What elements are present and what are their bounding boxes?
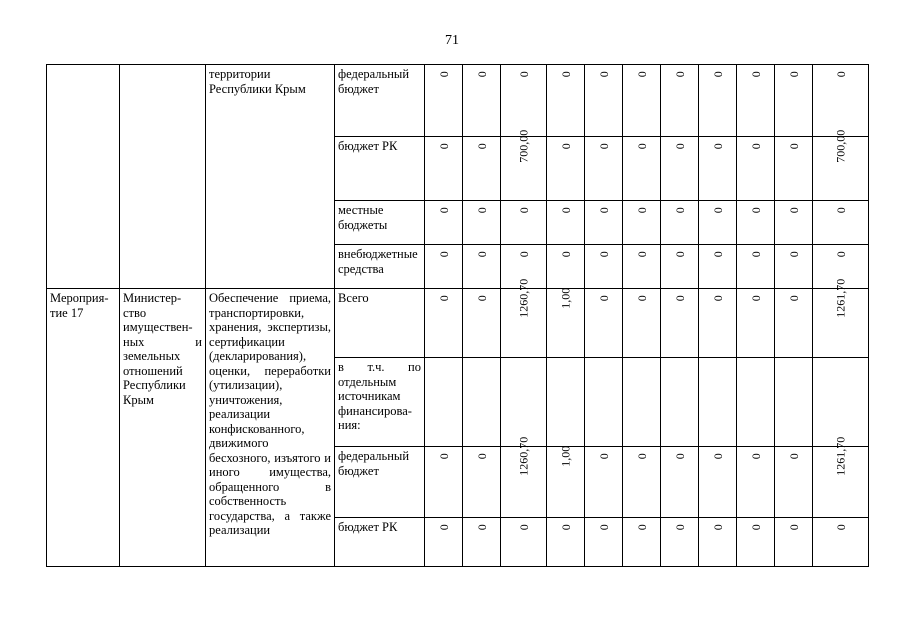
value-text: 0	[474, 453, 489, 460]
value-text: 0	[833, 71, 848, 78]
value-cell	[425, 358, 463, 447]
value-cell	[775, 65, 813, 137]
value-text: 0	[786, 143, 801, 150]
value-cell	[501, 518, 547, 567]
value-cell	[501, 278, 547, 358]
value-text: 0	[748, 295, 763, 302]
description-cell: Обеспечение приема, транспортировки, хранения, экспертизы, сертификации (декларирования), оценки, переработки (утилизации), уничтожения, реализации конфискованного, движимого бесхозного, изъятого и иного имущества, обращенного в собственность государства, а также реализации	[206, 289, 335, 567]
value-text: 0	[634, 143, 649, 150]
value-cell	[623, 447, 661, 518]
value-cell	[737, 289, 775, 358]
value-cell	[585, 358, 623, 447]
value-text: 0	[786, 207, 801, 214]
value-cell	[775, 447, 813, 518]
value-text: 0	[596, 453, 611, 460]
funding-source-cell: бюджет РК	[335, 518, 425, 567]
value-text: 0	[436, 207, 451, 214]
value-text: 0	[596, 295, 611, 302]
funding-source-cell: местные бюджеты	[335, 201, 425, 245]
table-row	[47, 289, 869, 358]
value-cell	[813, 436, 869, 518]
value-cell	[501, 358, 547, 447]
value-cell	[425, 289, 463, 358]
value-text: 0	[474, 524, 489, 531]
value-text: 0	[474, 295, 489, 302]
value-text: 0	[833, 524, 848, 531]
funding-source-cell: федеральный бюджет	[335, 447, 425, 518]
value-cell	[425, 65, 463, 137]
value-cell	[547, 245, 585, 289]
value-cell	[463, 289, 501, 358]
value-text: 1260,70	[516, 278, 531, 318]
value-cell	[425, 137, 463, 201]
value-text: 700,00	[516, 129, 531, 163]
value-text: 0	[516, 251, 531, 258]
value-cell	[585, 245, 623, 289]
value-cell	[737, 65, 775, 137]
value-text: 0	[634, 295, 649, 302]
value-cell	[501, 201, 547, 245]
value-text: 0	[436, 71, 451, 78]
value-text: 0	[436, 453, 451, 460]
value-cell	[813, 129, 869, 201]
value-text: 0	[596, 71, 611, 78]
value-cell	[547, 289, 585, 358]
value-cell	[661, 518, 699, 567]
value-text: 0	[516, 207, 531, 214]
value-cell	[775, 289, 813, 358]
executor-cell: Министер-ство имуществен-ных и земельных отношений Республики Крым	[120, 289, 206, 567]
value-cell	[661, 65, 699, 137]
value-text: 0	[833, 251, 848, 258]
value-text: 0	[748, 143, 763, 150]
value-text: 0	[474, 207, 489, 214]
value-cell	[547, 447, 585, 518]
value-text: 0	[786, 251, 801, 258]
value-cell	[463, 201, 501, 245]
value-text: 0	[672, 143, 687, 150]
value-cell	[699, 518, 737, 567]
value-cell	[463, 358, 501, 447]
value-text: 1260,70	[516, 436, 531, 476]
value-cell	[463, 137, 501, 201]
value-cell	[547, 518, 585, 567]
value-cell	[775, 201, 813, 245]
value-text: 0	[672, 524, 687, 531]
value-cell	[661, 358, 699, 447]
value-cell	[623, 289, 661, 358]
value-text: 0	[558, 524, 573, 531]
value-text: 0	[672, 295, 687, 302]
value-text: 0	[516, 524, 531, 531]
value-text: 0	[710, 524, 725, 531]
value-cell	[661, 201, 699, 245]
event-name-cell: Мероприя-тие 17	[47, 289, 120, 567]
value-cell	[699, 289, 737, 358]
value-text: 1261,70	[833, 436, 848, 476]
funding-source-cell: Всего	[335, 289, 425, 358]
value-text: 0	[833, 207, 848, 214]
value-text: 0	[710, 143, 725, 150]
value-cell	[623, 358, 661, 447]
value-cell	[813, 278, 869, 358]
value-text: 1,00	[558, 445, 573, 467]
value-text: 0	[436, 143, 451, 150]
value-cell	[661, 245, 699, 289]
value-text: 0	[634, 524, 649, 531]
value-text: 0	[710, 453, 725, 460]
value-text: 0	[634, 251, 649, 258]
value-text: 0	[748, 207, 763, 214]
value-text: 0	[710, 295, 725, 302]
value-cell	[425, 447, 463, 518]
value-text: 0	[786, 71, 801, 78]
value-text: 0	[596, 143, 611, 150]
value-cell	[775, 518, 813, 567]
value-cell	[547, 65, 585, 137]
value-cell	[623, 65, 661, 137]
value-cell	[699, 245, 737, 289]
value-cell	[813, 201, 869, 245]
value-cell	[661, 447, 699, 518]
value-cell	[547, 358, 585, 447]
value-cell	[737, 358, 775, 447]
value-text: 0	[672, 207, 687, 214]
value-cell	[813, 358, 869, 447]
value-text: 0	[748, 251, 763, 258]
value-text: 0	[474, 71, 489, 78]
value-cell	[813, 518, 869, 567]
value-cell	[699, 65, 737, 137]
value-text: 0	[710, 71, 725, 78]
value-cell	[661, 289, 699, 358]
value-text: 0	[474, 251, 489, 258]
value-text: 0	[436, 251, 451, 258]
value-cell	[463, 447, 501, 518]
funding-source-cell: внебюджетные средства	[335, 245, 425, 289]
value-text: 0	[634, 453, 649, 460]
value-cell	[623, 245, 661, 289]
value-text: 0	[474, 143, 489, 150]
value-text: 0	[558, 143, 573, 150]
value-cell	[501, 129, 547, 201]
value-cell	[585, 201, 623, 245]
value-cell	[737, 201, 775, 245]
funding-source-cell: бюджет РК	[335, 137, 425, 201]
funding-source-cell: в т.ч. по отдельным источникам финансирова-ния:	[335, 358, 425, 447]
value-cell	[425, 201, 463, 245]
value-cell	[425, 518, 463, 567]
value-text: 0	[634, 207, 649, 214]
value-cell	[547, 201, 585, 245]
value-text: 0	[748, 453, 763, 460]
value-text: 0	[558, 207, 573, 214]
funding-source-cell: федеральный бюджет	[335, 65, 425, 137]
value-cell	[623, 137, 661, 201]
value-text: 0	[516, 71, 531, 78]
value-cell	[699, 137, 737, 201]
value-cell	[813, 65, 869, 137]
value-text: 0	[786, 453, 801, 460]
value-cell	[585, 137, 623, 201]
value-text: 0	[436, 295, 451, 302]
value-cell	[699, 201, 737, 245]
value-cell	[737, 447, 775, 518]
value-cell	[775, 137, 813, 201]
value-cell	[623, 518, 661, 567]
table-row	[47, 65, 869, 137]
value-cell	[585, 518, 623, 567]
value-cell	[699, 358, 737, 447]
event-name-cell	[47, 65, 120, 289]
value-text: 0	[634, 71, 649, 78]
value-text: 0	[596, 251, 611, 258]
value-text: 0	[710, 251, 725, 258]
description-cell: территории Республики Крым	[206, 65, 335, 289]
value-text: 0	[558, 251, 573, 258]
value-text: 1,00	[558, 287, 573, 309]
value-cell	[463, 65, 501, 137]
value-cell	[463, 245, 501, 289]
value-cell	[501, 65, 547, 137]
value-cell	[463, 518, 501, 567]
value-cell	[775, 245, 813, 289]
value-cell	[661, 137, 699, 201]
value-cell	[699, 447, 737, 518]
funding-table	[46, 64, 869, 567]
value-cell	[737, 518, 775, 567]
value-cell	[737, 137, 775, 201]
value-cell	[737, 245, 775, 289]
value-text: 0	[672, 251, 687, 258]
value-cell	[585, 289, 623, 358]
value-cell	[425, 245, 463, 289]
value-text: 700,00	[833, 129, 848, 163]
value-cell	[585, 65, 623, 137]
value-text: 0	[596, 524, 611, 531]
value-text: 0	[786, 524, 801, 531]
value-text: 0	[710, 207, 725, 214]
value-text: 0	[558, 71, 573, 78]
executor-cell	[120, 65, 206, 289]
value-text: 0	[748, 524, 763, 531]
value-text: 0	[786, 295, 801, 302]
value-cell	[623, 201, 661, 245]
value-cell	[585, 447, 623, 518]
value-cell	[775, 358, 813, 447]
value-cell	[501, 436, 547, 518]
value-text: 0	[672, 71, 687, 78]
value-text: 0	[672, 453, 687, 460]
value-text: 0	[748, 71, 763, 78]
page-number: 71	[445, 33, 459, 48]
value-text: 0	[436, 524, 451, 531]
value-text: 1261,70	[833, 278, 848, 318]
value-cell	[547, 137, 585, 201]
value-text: 0	[596, 207, 611, 214]
